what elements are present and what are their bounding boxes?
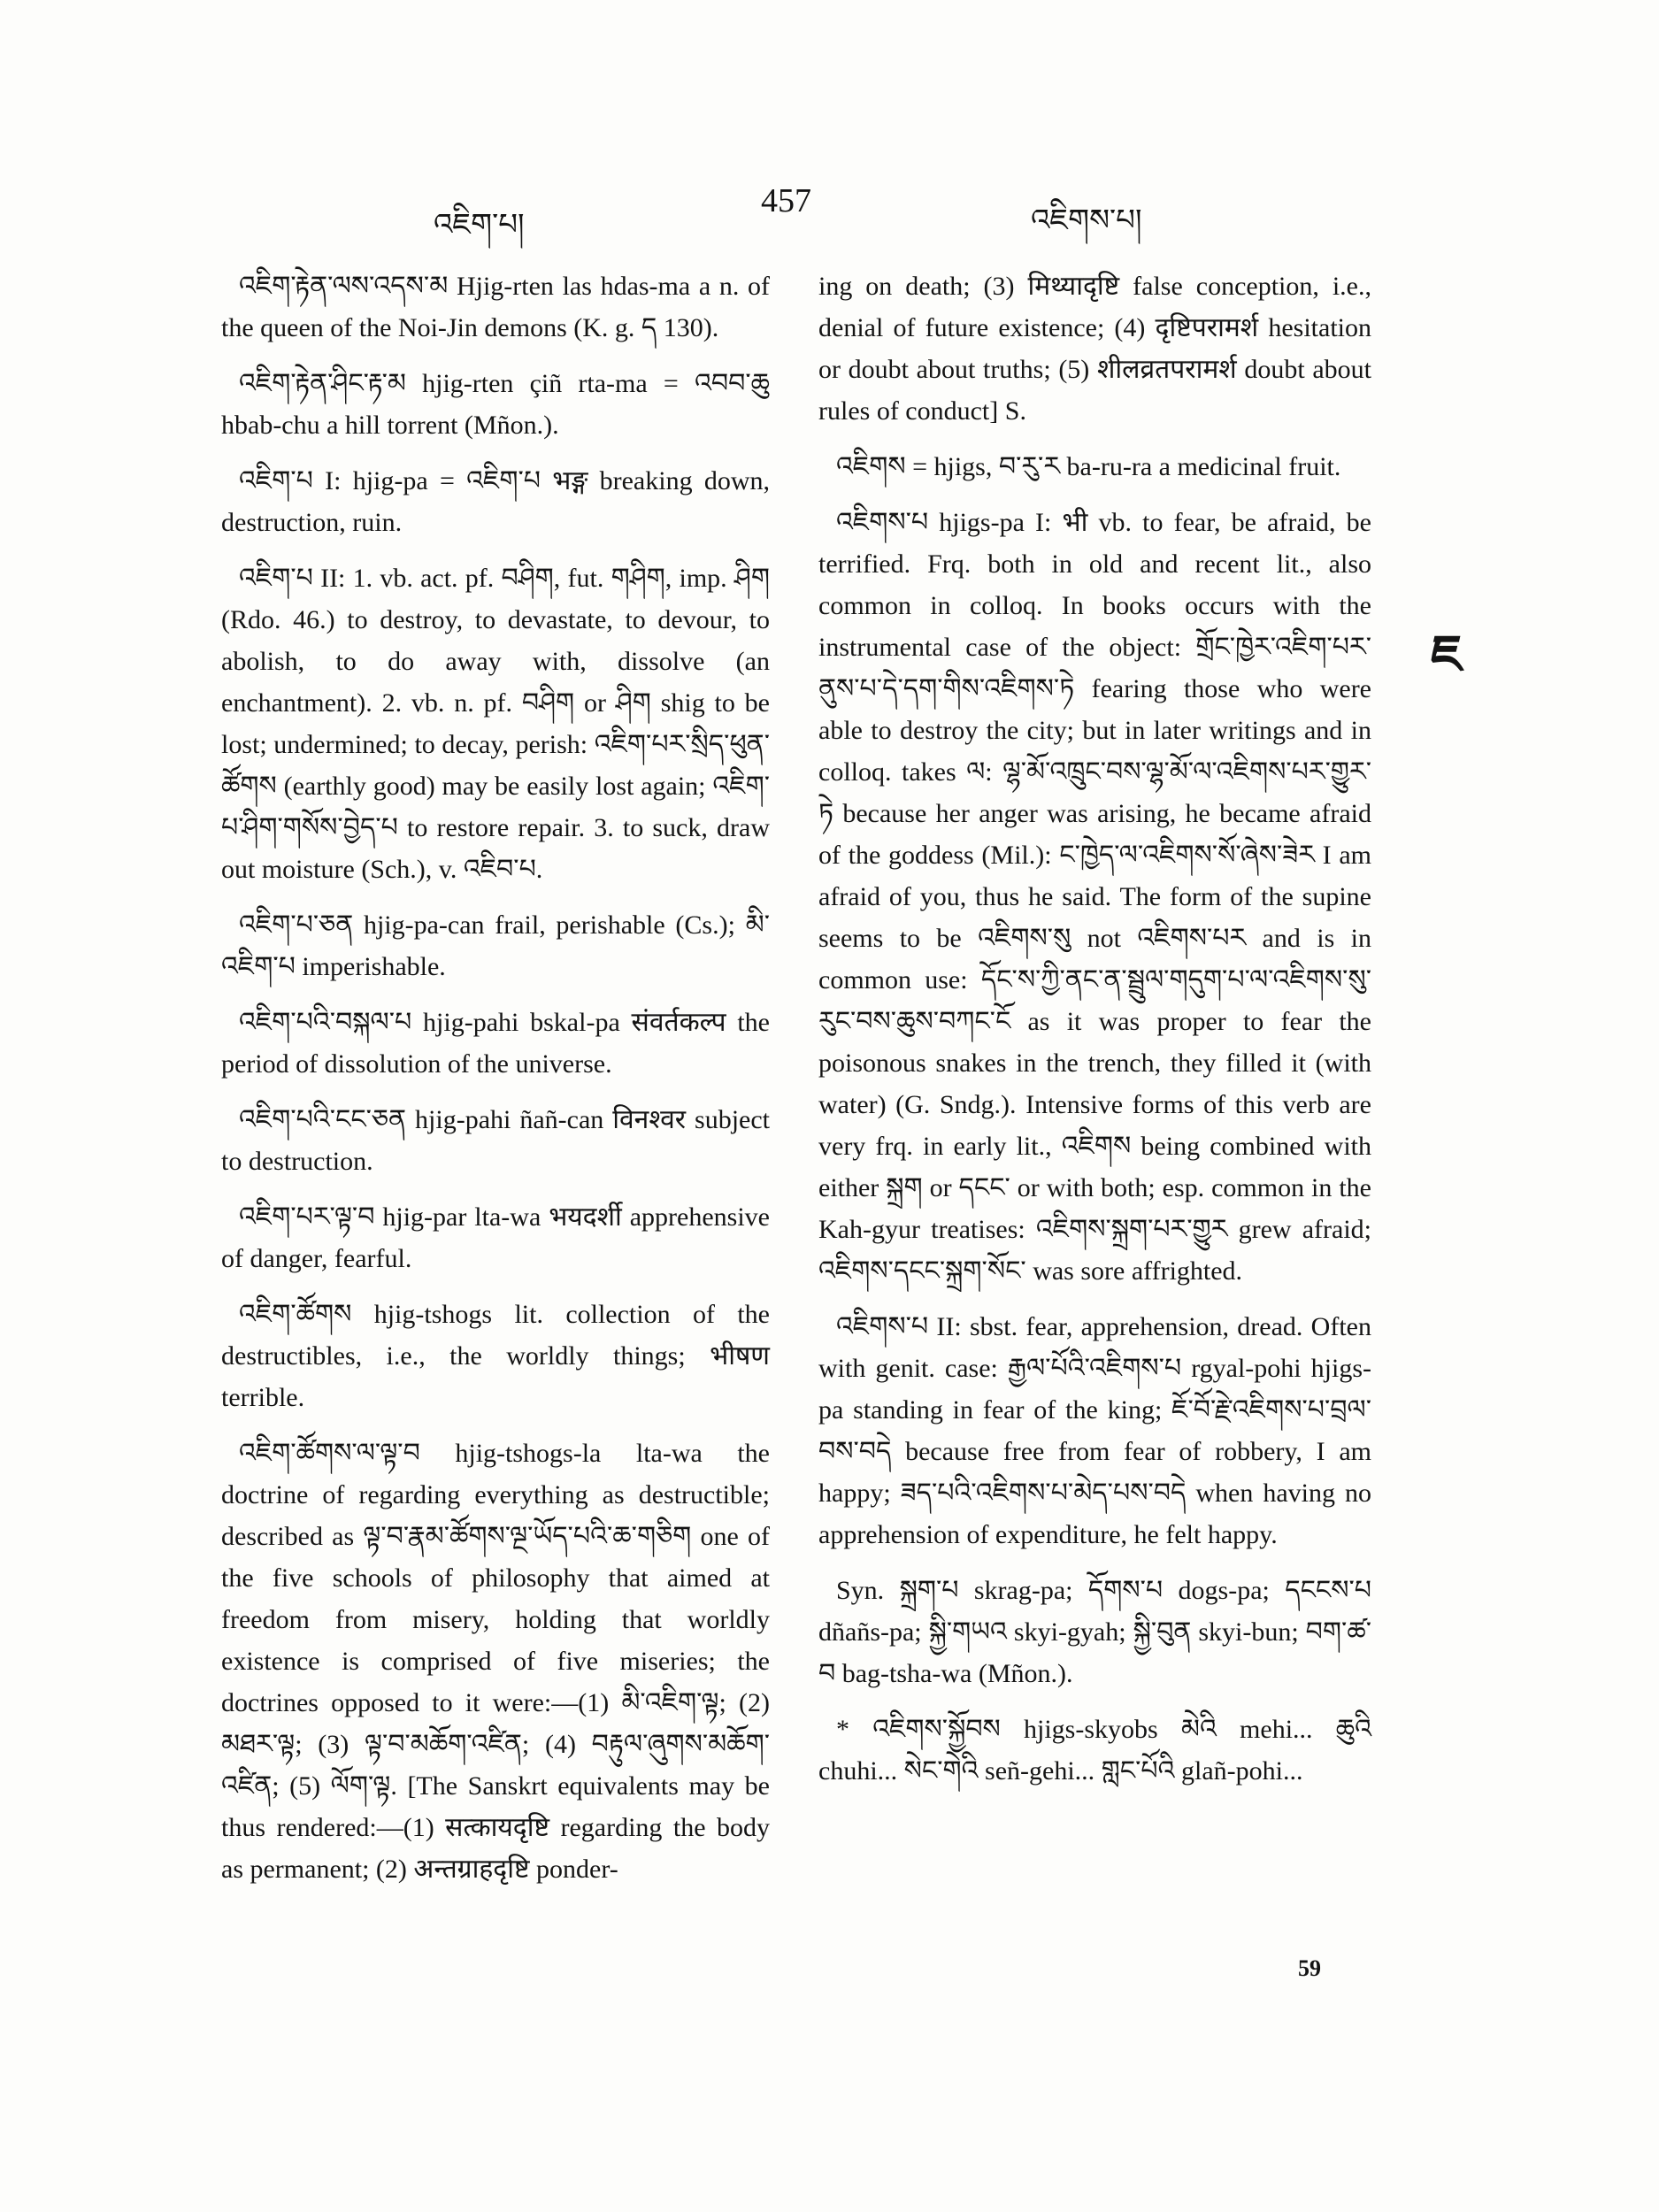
entry-paragraph: Syn. སྐྲག་པ skrag-pa; དོགས་པ dogs-pa; དངངས་པ dñañs-pa; སྐྱི་གཡའ skyi-gyah; སྐྱི་བུན skyi-bun; བག་ཚ་བ bag-tsha-wa (Mñon.).: [818, 1576, 1371, 1688]
entry-paragraph: འཇིག་པར་ལྟ་བ hjig-par lta-wa भयदर्शी apprehensive of danger, fearful.: [221, 1202, 770, 1273]
entry-paragraph: འཇིག་པའི་བསྐལ་པ hjig-pahi bskal-pa संवर्तकल्प the period of dissolution of the universe.: [221, 1008, 770, 1079]
entry-paragraph: འཇིགས་པ II: sbst. fear, apprehension, dread. Often with genit. case: རྒྱལ་པོའི་འཇིགས་པ rgyal-pohi hjigs-pa standing in fear of the king; ཇོ་བོ་རྗེ་འཇིགས་པ་བྲལ་བས་བདེ because free from fear of robbery, I am happy; ཟད་པའི་འཇིགས་པ་མེད་པས་བདེ when having no apprehension of expenditure, he felt happy.: [818, 1312, 1371, 1549]
entry-paragraph: འཇིགས = hjigs, བ་རུ་ར ba-ru-ra a medicinal fruit.: [836, 452, 1341, 481]
header-guide-word-right: འཇིགས་པ།: [1031, 203, 1142, 238]
right-column: [818, 265, 1371, 1806]
entry-paragraph: འཇིག་ཚོགས hjig-tshogs lit. collection of the destructibles, i.e., the worldly things; भीषण terrible.: [221, 1300, 770, 1412]
entry-paragraph: འཇིག་རྟེན་ཤིང་རྟ་མ hjig-rten çiñ rta-ma = འབབ་ཆུ hbab-chu a hill torrent (Mñon.).: [221, 369, 770, 440]
entry-paragraph: འཇིགས་པ hjigs-pa I: भी vb. to fear, be afraid, be terrified. Frq. both in old and recent lit., also common in colloq. In books occurs with the instrumental case of the object: གྲོང་ཁྱེར་འཇིག་པར་ནུས་པ་དེ་དག་གིས་འཇིགས་ཏེ fearing those who were able to destroy the city; but in later writings and in colloq. takes ལ: ལྷ་མོ་འཁྲུང་བས་ལྷ་མོ་ལ་འཇིགས་པར་གྱུར་ཏེ because her anger was arising, he became afraid of the goddess (Mil.): ང་ཁྱེད་ལ་འཇིགས་སོ་ཞེས་ཟེར I am afraid of you, thus he said. The form of the supine seems to be འཇིགས་སུ not འཇིགས་པར and is in common use: དོང་ས་ཀྱི་ནང་ན་སྦྲུལ་གདུག་པ་ལ་འཇིགས་སུ་རུང་བས་ཆུས་བཀང་ངོ as it was proper to fear the poisonous snakes in the trench, they filled it (with water) (G. Sndg.). Intensive forms of this verb are very frq. in early lit., འཇིགས being combined with either སྐྲག or དངང་ or with both; esp. common in the Kah-gyur treatises: འཇིགས་སྐྲག་པར་གྱུར grew afraid; འཇིགས་དངང་སྐྲག་སོང་ was sore affrighted.: [818, 508, 1371, 1286]
entry-paragraph: འཇིག་རྟེན་ལས་འདས་མ Hjig-rten las hdas-ma a n. of the queen of the Noi-Jin demons (K. g. ད 130).: [221, 272, 770, 342]
running-header: [0, 181, 1659, 252]
entry-paragraph: འཇིག་པའི་ངང་ཅན hjig-pahi ñañ-can विनश्वर subject to destruction.: [221, 1105, 770, 1176]
entry-paragraph: འཇིག་པ་ཅན hjig-pa-can frail, perishable (Cs.); མི་འཇིག་པ imperishable.: [221, 910, 770, 981]
left-column: [221, 265, 770, 1904]
header-guide-word-left: འཇིག་པ།: [434, 207, 525, 242]
entry-paragraph: འཇིག་པ II: 1. vb. act. pf. བཤིག, fut. གཤིག, imp. ཤིག (Rdo. 46.) to destroy, to devastate, to devour, to abolish, to do away with, dissolve (an enchantment). 2. vb. n. pf. བཤིག or ཤིག shig to be lost; undermined; to decay, perish: འཇིག་པར་སྲིད་ཕུན་ཚོགས (earthly good) may be easily lost again; འཇིག་པ་ཤིག་གསོས་བྱེད་པ to restore repair. 3. to suck, draw out moisture (Sch.), v. འཇིབ་པ.: [221, 564, 770, 884]
entry-paragraph: ing on death; (3) मिथ्यादृष्टि false conception, i.e., denial of future existence; (4) दृष्टिपरामर्श hesitation or doubt about truths; (5) शीलव्रतपरामर्श doubt about rules of conduct] S.: [818, 272, 1371, 426]
entry-paragraph: འཇིག་ཚོགས་ལ་ལྟ་བ hjig-tshogs-la lta-wa the doctrine of regarding everything as destructible; described as ལྟ་བ་རྣམ་ཚོགས་ལྔ་ཡོད་པའི་ཆ་གཅིག one of the five schools of philosophy that aimed at freedom from misery, holding that worldly existence is comprised of five miseries; the doctrines opposed to it were:—(1) མི་འཇིག་ལྟ; (2) མཐར་ལྟ; (3) ལྟ་བ་མཆོག་འཛིན; (4) བརྟུལ་ཞུགས་མཆོག་འཛིན; (5) ལོག་ལྟ. [The Sanskrt equivalents may be thus rendered:—(1) सत्कायदृष्टि regarding the body as permanent; (2) अन्तग्राहदृष्टि ponder-: [221, 1439, 770, 1884]
signature-mark: 59: [1298, 1955, 1321, 1981]
thumb-index-tab: ཇ: [1431, 624, 1463, 684]
entry-paragraph: འཇིག་པ I: hjig-pa = འཇིག་པ भङ्ग breaking down, destruction, ruin.: [221, 466, 770, 537]
entry-paragraph: * འཇིགས་སྐྱོབས hjigs-skyobs མེའི mehi... ཆུའི chuhi... སེང་གེའི señ-gehi... གླང་པོའི glañ-pohi...: [818, 1715, 1371, 1786]
page-number: 457: [761, 182, 811, 219]
